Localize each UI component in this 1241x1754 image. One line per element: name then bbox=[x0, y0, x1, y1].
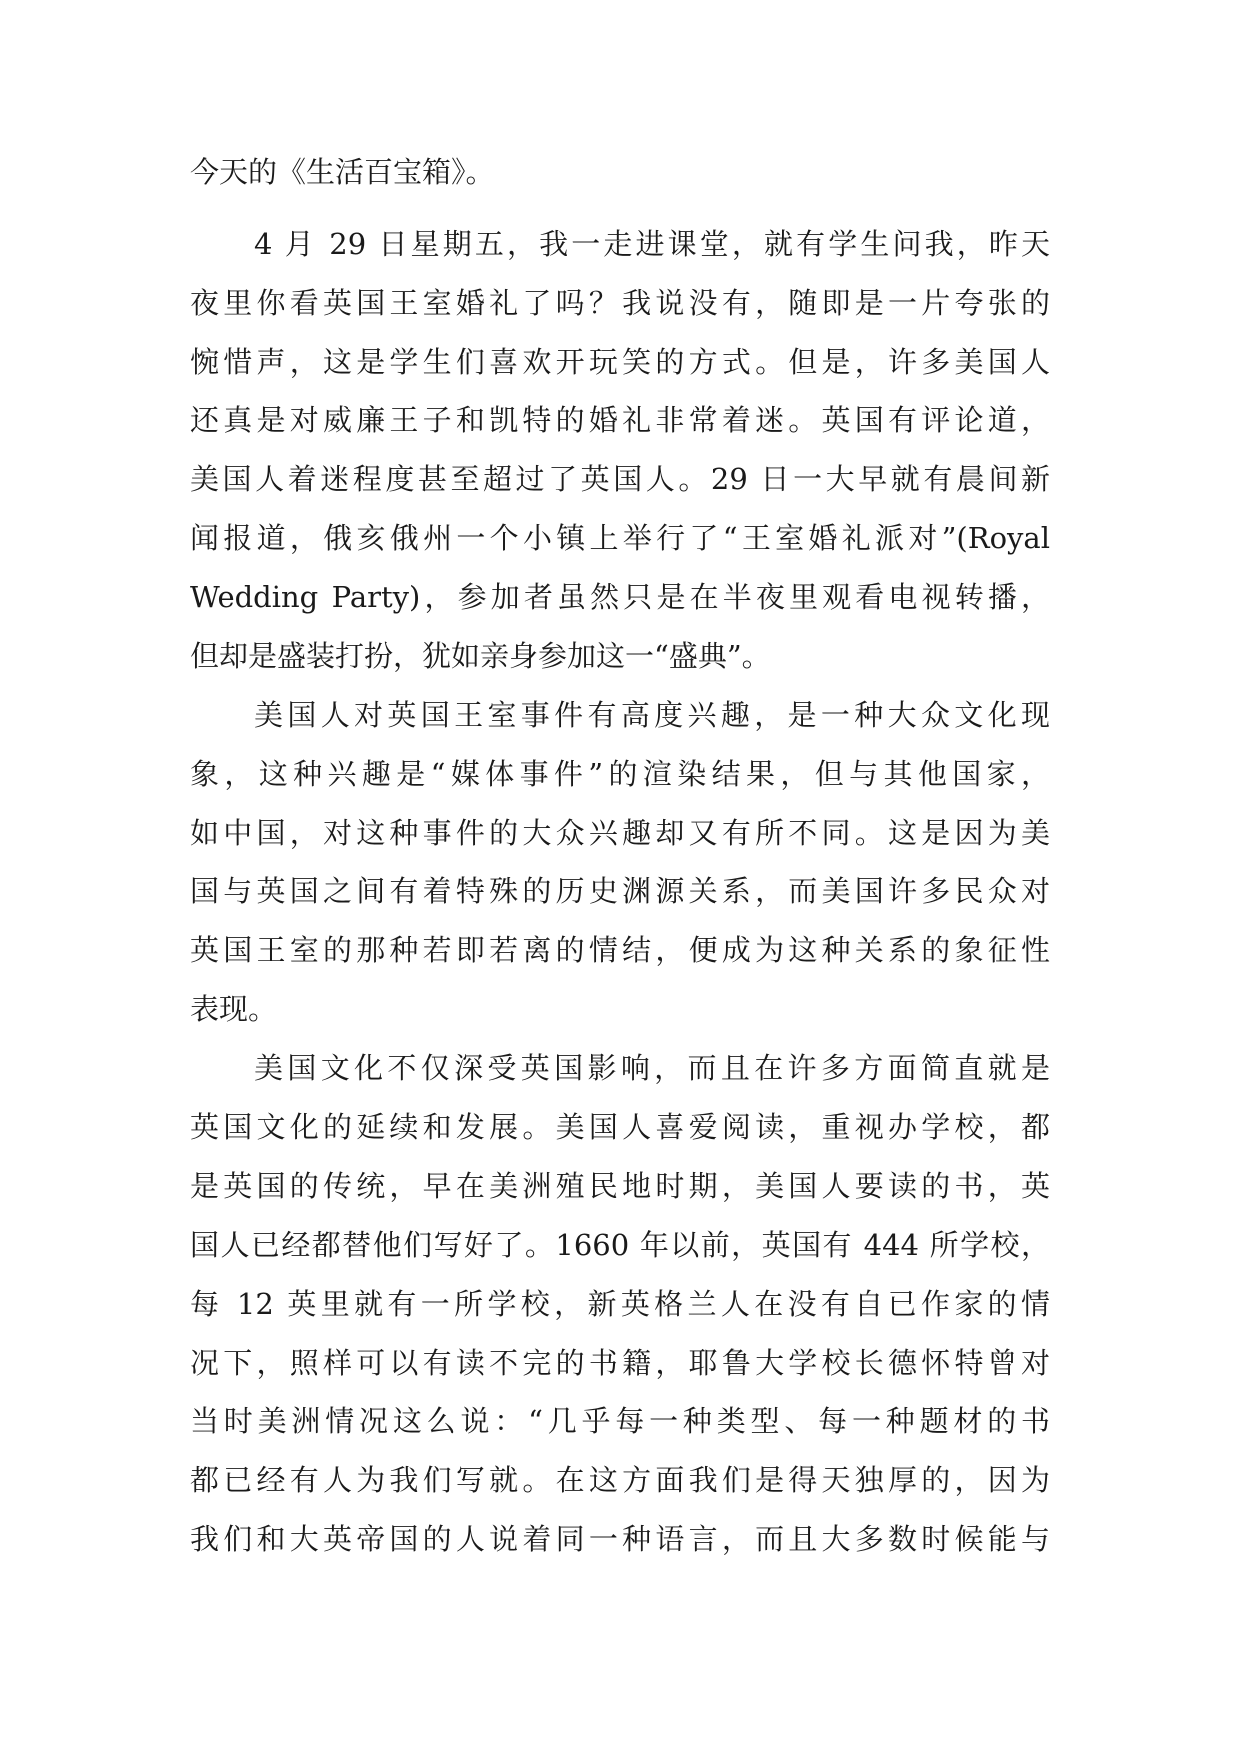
paragraph-first-line: 美国文化不仅深受英国影响，而且在许多方面简直就是 bbox=[254, 1051, 1050, 1085]
text-line: 英国文化的延续和发展。美国人喜爱阅读，重视办学校，都 bbox=[190, 1110, 1050, 1144]
text-line: 但却是盛装打扮，犹如亲身参加这一“盛典”。 bbox=[190, 639, 771, 673]
text-line: 美国人着迷程度甚至超过了英国人。29 日一大早就有晨间新 bbox=[190, 462, 1050, 496]
text-line: 今天的《生活百宝箱》。 bbox=[190, 155, 495, 189]
text-line: 国与英国之间有着特殊的历史渊源关系，而美国许多民众对 bbox=[190, 874, 1050, 908]
text-line: 如中国，对这种事件的大众兴趣却又有所不同。这是因为美 bbox=[190, 816, 1050, 850]
text-line: 闻报道，俄亥俄州一个小镇上举行了“王室婚礼派对”(Royal bbox=[190, 521, 1050, 555]
text-line: 况下，照样可以有读不完的书籍，耶鲁大学校长德怀特曾对 bbox=[190, 1346, 1050, 1380]
text-line: 都已经有人为我们写就。在这方面我们是得天独厚的，因为 bbox=[190, 1463, 1050, 1497]
paragraph-first-line: 美国人对英国王室事件有高度兴趣，是一种大众文化现 bbox=[254, 698, 1050, 732]
text-line: 表现。 bbox=[190, 992, 278, 1026]
text-line: 惋惜声，这是学生们喜欢开玩笑的方式。但是，许多美国人 bbox=[190, 345, 1050, 379]
text-line: 每 12 英里就有一所学校，新英格兰人在没有自已作家的情 bbox=[190, 1287, 1050, 1321]
paragraph-first-line: 4 月 29 日星期五，我一走进课堂，就有学生问我，昨天 bbox=[254, 227, 1050, 261]
text-line: 还真是对威廉王子和凯特的婚礼非常着迷。英国有评论道， bbox=[190, 403, 1050, 437]
text-line: 当时美洲情况这么说：“几乎每一种类型、每一种题材的书 bbox=[190, 1404, 1050, 1438]
text-line: 英国王室的那种若即若离的情结，便成为这种关系的象征性 bbox=[190, 933, 1050, 967]
text-line: 夜里你看英国王室婚礼了吗？我说没有，随即是一片夸张的 bbox=[190, 286, 1050, 320]
text-line: 象，这种兴趣是“媒体事件”的渲染结果，但与其他国家， bbox=[190, 757, 1050, 791]
text-line: Wedding Party)，参加者虽然只是在半夜里观看电视转播， bbox=[190, 580, 1050, 614]
text-line: 国人已经都替他们写好了。1660 年以前，英国有 444 所学校， bbox=[190, 1228, 1050, 1262]
text-line: 是英国的传统，早在美洲殖民地时期，美国人要读的书，英 bbox=[190, 1169, 1050, 1203]
text-line: 我们和大英帝国的人说着同一种语言，而且大多数时候能与 bbox=[190, 1522, 1050, 1556]
